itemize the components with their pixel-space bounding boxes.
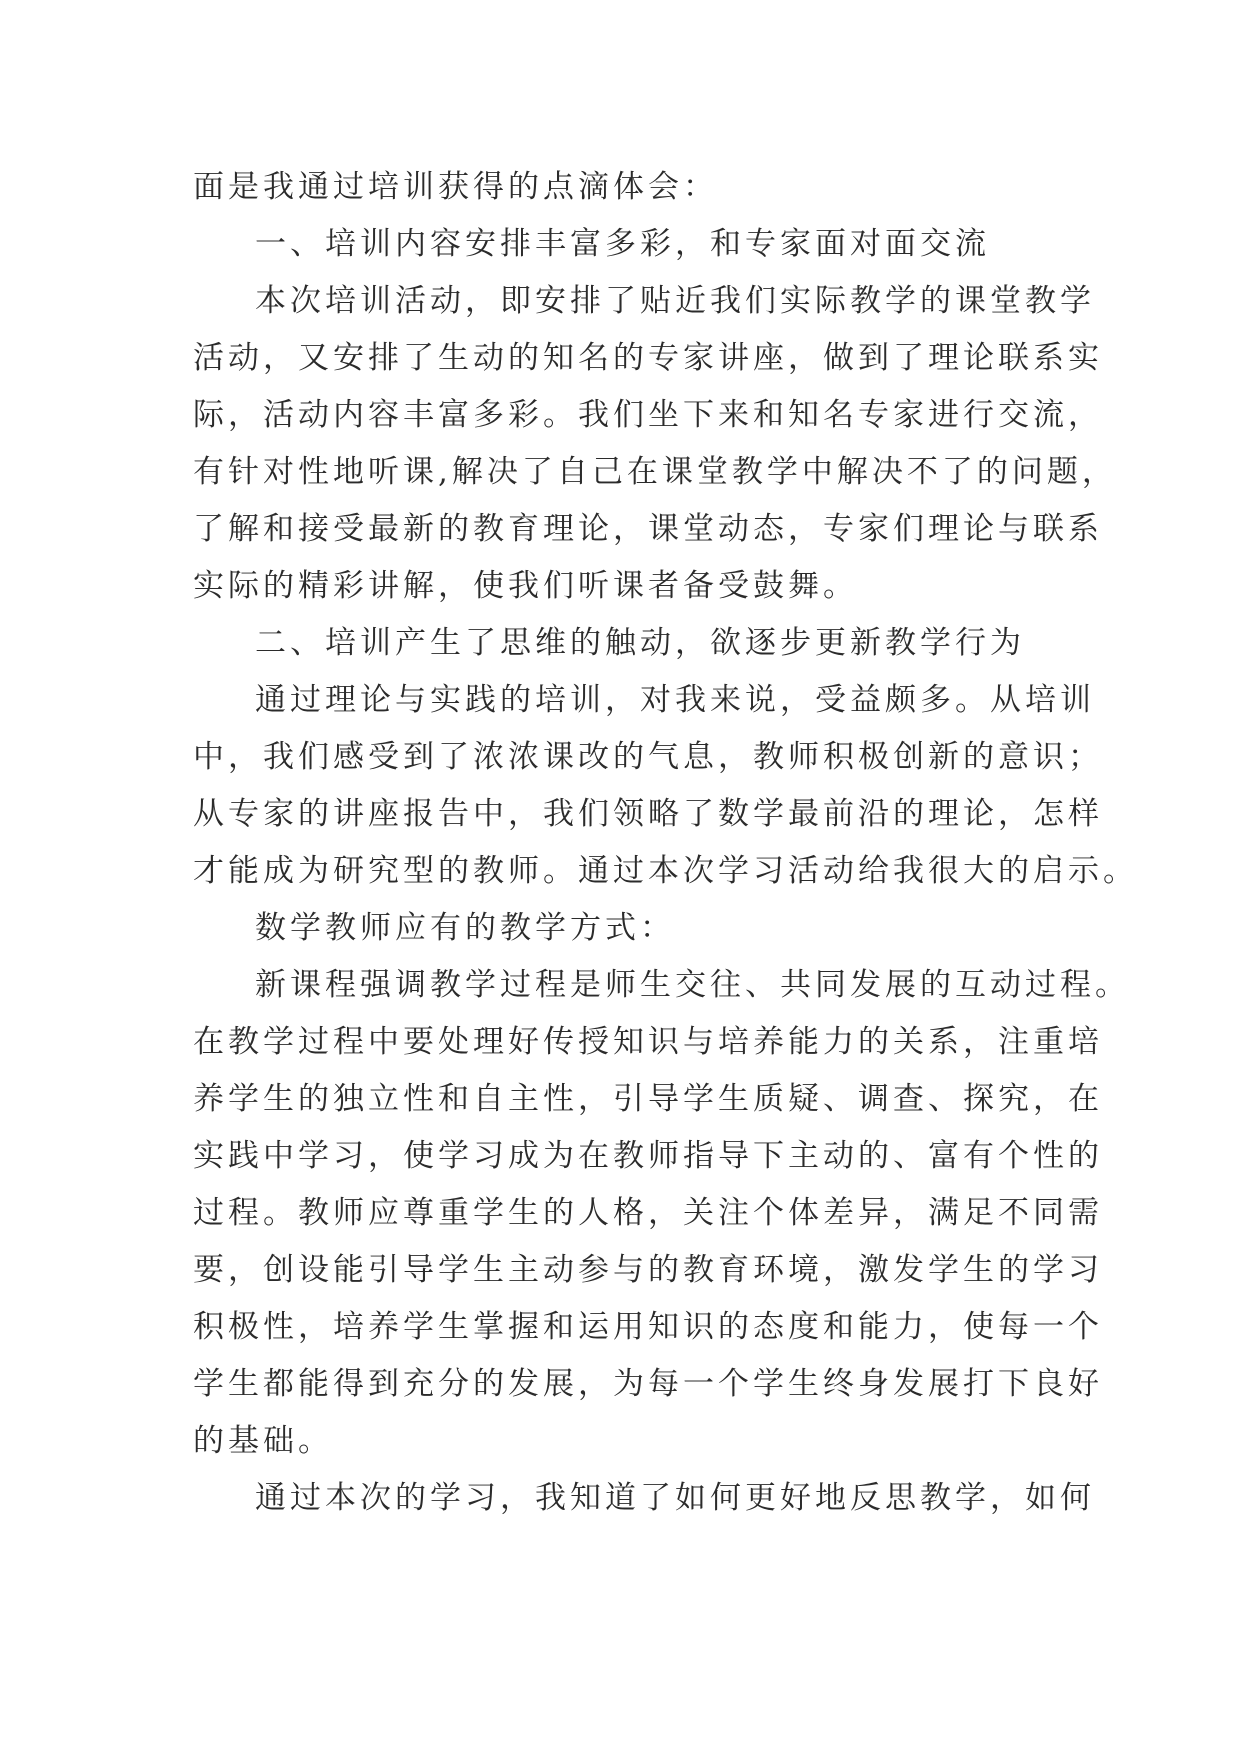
section-heading: 二、培训产生了思维的触动，欲逐步更新教学行为 bbox=[255, 625, 1025, 661]
text-line: 活动，又安排了生动的知名的专家讲座，做到了理论联系实 bbox=[193, 340, 1103, 376]
text-line: 了解和接受最新的教育理论，课堂动态，专家们理论与联系 bbox=[193, 511, 1103, 547]
section-heading: 一、培训内容安排丰富多彩，和专家面对面交流 bbox=[255, 226, 990, 262]
text-line: 面是我通过培训获得的点滴体会： bbox=[193, 169, 718, 205]
text-line: 的基础。 bbox=[193, 1423, 333, 1459]
text-line: 过程。教师应尊重学生的人格，关注个体差异，满足不同需 bbox=[193, 1195, 1103, 1231]
text-line: 有针对性地听课,解决了自己在课堂教学中解决不了的问题， bbox=[193, 454, 1117, 490]
text-line: 通过理论与实践的培训，对我来说，受益颇多。从培训 bbox=[255, 682, 1095, 718]
text-line: 新课程强调教学过程是师生交往、共同发展的互动过程。 bbox=[255, 967, 1130, 1003]
text-line: 数学教师应有的教学方式： bbox=[255, 910, 675, 946]
text-line: 实际的精彩讲解，使我们听课者备受鼓舞。 bbox=[193, 568, 858, 604]
text-line: 通过本次的学习，我知道了如何更好地反思教学，如何 bbox=[255, 1480, 1095, 1516]
text-line: 才能成为研究型的教师。通过本次学习活动给我很大的启示。 bbox=[193, 853, 1138, 889]
text-line: 从专家的讲座报告中，我们领略了数学最前沿的理论，怎样 bbox=[193, 796, 1103, 832]
text-line: 本次培训活动，即安排了贴近我们实际教学的课堂教学 bbox=[255, 283, 1095, 319]
text-line: 养学生的独立性和自主性，引导学生质疑、调查、探究，在 bbox=[193, 1081, 1103, 1117]
text-line: 中，我们感受到了浓浓课改的气息，教师积极创新的意识； bbox=[193, 739, 1103, 775]
text-line: 在教学过程中要处理好传授知识与培养能力的关系，注重培 bbox=[193, 1024, 1103, 1060]
text-line: 实践中学习，使学习成为在教师指导下主动的、富有个性的 bbox=[193, 1138, 1103, 1174]
text-line: 学生都能得到充分的发展，为每一个学生终身发展打下良好 bbox=[193, 1366, 1103, 1402]
text-line: 际，活动内容丰富多彩。我们坐下来和知名专家进行交流， bbox=[193, 397, 1103, 433]
text-line: 积极性，培养学生掌握和运用知识的态度和能力，使每一个 bbox=[193, 1309, 1103, 1345]
text-line: 要，创设能引导学生主动参与的教育环境，激发学生的学习 bbox=[193, 1252, 1103, 1288]
